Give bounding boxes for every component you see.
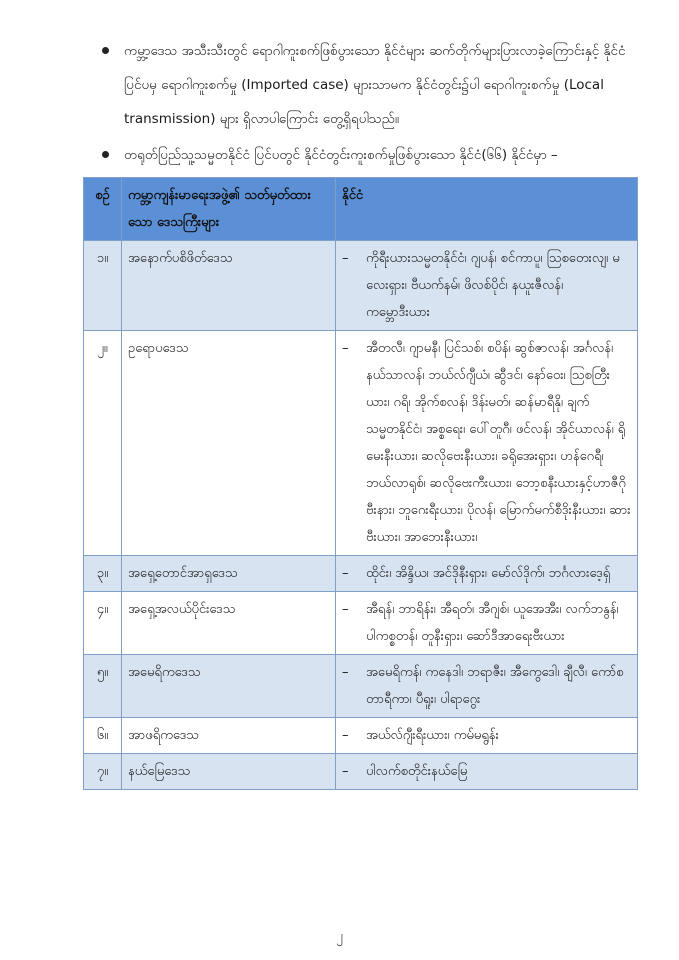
dash: – — [342, 566, 349, 581]
dash: – — [342, 728, 349, 743]
page-number: ၂ — [336, 929, 343, 944]
row-no: ၁။ — [84, 241, 122, 331]
bullet-item — [96, 138, 641, 172]
bullet-text: တရုတ်ပြည်သူ့သမ္မတနိုင်ငံ ပြင်ပတွင် နိုင်ငံတွင်းကူးစက်မှုဖြစ်ပွားသော နိုင်ငံ(၆၆) နိုင်ငံမှာ – — [124, 147, 558, 163]
row-no: ၂။ — [84, 331, 122, 556]
bullet-item — [96, 34, 641, 136]
row-countries-cell — [336, 754, 638, 790]
bullet-dot-icon — [102, 151, 109, 158]
row-countries: ထိုင်း၊ အိန္ဒိယ၊ အင်ဒိုနီးရှား၊ မော်လ်ဒိုက်၊ ဘင်္ဂလားဒေ့ရှ် — [366, 566, 611, 581]
bullet-dot-icon — [102, 47, 109, 54]
dash: – — [342, 251, 349, 266]
row-region: အာဖရိကဒေသ — [122, 718, 336, 754]
table-row — [84, 331, 638, 556]
row-countries: အီရန်၊ ဘာရိန်း၊ အီရတ်၊ အီဂျစ်၊ ယူအေအီး၊ လက်ဘနွန်၊ ပါကစ္စတန်၊ တူနီးရှား၊ ဆော်ဒီအာရေးဗီးယား — [366, 602, 619, 644]
row-no: ၇။ — [84, 754, 122, 790]
dash: – — [342, 602, 349, 617]
table-row — [84, 655, 638, 718]
row-region: နယ်မြေဒေသ — [122, 754, 336, 790]
header-region: ကမ္ဘာ့ကျန်းမာရေးအဖွဲ့၏ သတ်မှတ်ထားသော ဒေသကြီးများ — [122, 178, 336, 241]
row-countries: အီတလီ၊ ဂျာမနီ၊ ပြင်သစ်၊ စပိန်၊ ဆွစ်ဇာလန်၊ အင်္ဂလန်၊ နယ်သာလန်၊ ဘယ်လ်ဂျီယံ၊ ဆွီဒင်၊ နော်ဝေး၊ သြစတြီးယား၊ ဂရိ၊ အိုက်စလန်၊ ဒိန်းမတ်၊ ဆန်မာရီနို၊ ချက်သမ္မတနိုင်ငံ၊ အစ္စရေး၊ ပေါ်တူဂီ၊ ဖင်လန်၊ အိုင်ယာလန်၊ ရိုမေးနီးယား၊ ဆလိုဗေးနီးယား၊ ခရိုအေးရှား၊ ဟန်ဂေရီ၊ ဘယ်လာရုစ်၊ ဆလိုဗေးကီးယား၊ ဘော့စနီးယားနှင့်ဟာဇီဂိုဗီးနား၊ ဘူဂေးရီးယား၊ ပိုလန်၊ မြောက်မက်စီဒိုးနီးယား၊ ဆားဗီးယား၊ အာဘေးနီးယား၊ — [366, 341, 631, 545]
row-region: အနောက်ပစိဖိတ်ဒေသ — [122, 241, 336, 331]
row-countries: ကိုရီးယားသမ္မတနိုင်ငံ၊ ဂျပန်၊ စင်ကာပူ၊ သြစတေးလျ၊ မလေးရှား၊ ဗီယက်နမ်၊ ဖိလစ်ပိုင်၊ နယူးဇီလန်၊ ကမ္ဘောဒီးယား — [366, 251, 620, 320]
table-row — [84, 592, 638, 655]
row-countries-cell — [336, 655, 638, 718]
row-no: ၆။ — [84, 718, 122, 754]
dash: – — [342, 764, 349, 779]
row-countries: အမေရိကန်၊ ကနေဒါ၊ ဘရာဇီး၊ အီကွေဒေါ၊ ချီလီ၊ ကော်စတာရီကာ၊ ပီရူး၊ ပါရာဂွေး — [366, 665, 624, 707]
row-countries-cell — [336, 331, 638, 556]
row-countries: ပါလက်စတိုင်းနယ်မြေ — [366, 764, 468, 779]
row-countries-cell — [336, 241, 638, 331]
row-region: အမေရိကဒေသ — [122, 655, 336, 718]
row-region: ဥရောပဒေသ — [122, 331, 336, 556]
dash: – — [342, 665, 349, 680]
table-row — [84, 241, 638, 331]
row-region: အရှေ့အလယ်ပိုင်းဒေသ — [122, 592, 336, 655]
row-countries: အယ်လ်ဂျီးရီးယား၊ ကမ်မရွန်း — [366, 728, 499, 743]
table-row — [84, 718, 638, 754]
table-row — [84, 556, 638, 592]
row-region: အရှေ့တောင်အာရှဒေသ — [122, 556, 336, 592]
row-no: ၅။ — [84, 655, 122, 718]
row-countries-cell — [336, 718, 638, 754]
header-no: စဉ် — [84, 178, 122, 241]
header-countries: နိုင်ငံ — [336, 178, 638, 241]
table-header-row — [84, 178, 638, 241]
table-row — [84, 754, 638, 790]
row-no: ၃။ — [84, 556, 122, 592]
row-countries-cell — [336, 592, 638, 655]
regions-table — [83, 177, 638, 790]
bullet-text: ကမ္ဘာ့ဒေသ အသီးသီးတွင် ရောဂါကူးစက်ဖြစ်ပွားသော နိုင်ငံများ ဆက်တိုက်များပြားလာခဲ့ကြောင်းနှင့် နိုင်ငံပြင်ပမှ ရောဂါကူးစက်မှု (Imported case) များသာမက နိုင်ငံတွင်း၌ပါ ရောဂါကူးစက်မှု (Local transmission) များ ရှိလာပါကြောင်း တွေ့ရှိရပါသည်။ — [124, 43, 626, 127]
dash: – — [342, 341, 349, 356]
row-no: ၄။ — [84, 592, 122, 655]
bullet-list — [96, 34, 641, 174]
row-countries-cell — [336, 556, 638, 592]
